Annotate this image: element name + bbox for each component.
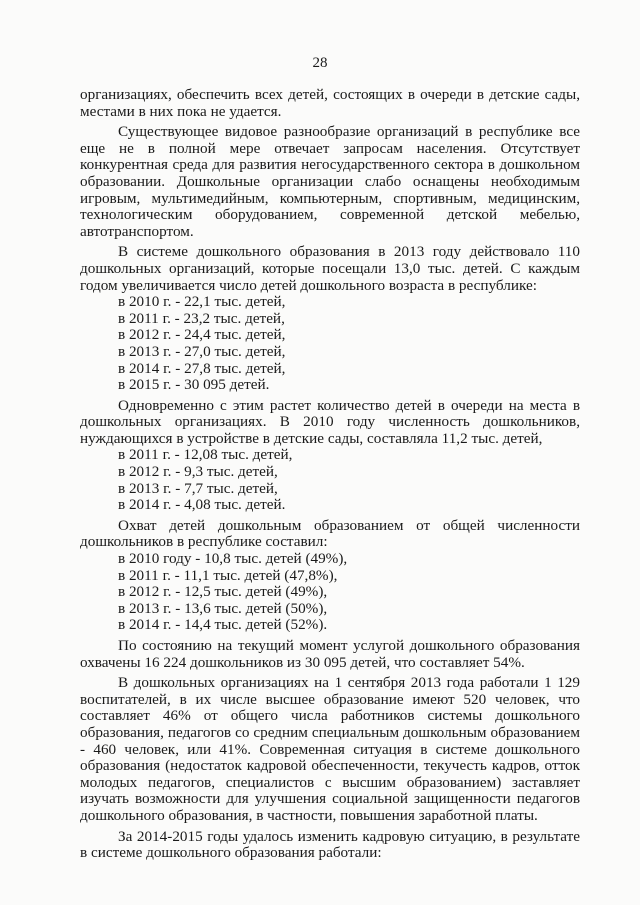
paragraph-2: Существующее видовое разнообразие организаций в республике все еще не в полной мере отвечает запросам населения. Отсутствует конкурентная среда для развития негосударственного сектора в дошкольном образовании. Дошкольные организации слабо оснащены необходимым игровым, мультимедийным, компьютерным, спортивным, медицинским, технологическим оборудованием, современной детской мебелью, автотранспортом. [80,123,580,240]
list-item: в 2015 г. - 30 095 детей. [118,376,270,394]
list-item: в 2013 г. - 7,7 тыс. детей, [118,479,278,497]
paragraph-1: организациях, обеспечить всех детей, состоящих в очереди в детские сады, местами в них пока не удается. [80,86,580,120]
paragraph-3: В системе дошкольного образования в 2013 году действовало 110 дошкольных организаций, которые посещали 13,0 тыс. детей. С каждым годом увеличивается число детей дошкольного возраста в республике: [80,243,580,294]
list-item: в 2010 г. - 22,1 тыс. детей, [118,293,286,311]
list-item: в 2014 г. - 4,08 тыс. детей. [118,496,286,514]
list-item: в 2011 г. - 12,08 тыс. детей, [118,446,293,464]
list-item: в 2012 г. - 9,3 тыс. детей, [118,463,278,481]
paragraph-6: По состоянию на текущий момент услугой дошкольного образования охвачены 16 224 дошкольников из 30 095 детей, что составляет 54%. [80,637,580,671]
paragraph-7: В дошкольных организациях на 1 сентября 2013 года работали 1 129 воспитателей, в их числе высшее образование имеют 520 человек, что составляет 46% от общего числа работников системы дошкольного образования, педагогов со средним специальным дошкольным образованием - 460 человек, или 41%. Современная ситуация в системе дошкольного образования (недостаток кадровой обеспеченности, текучесть кадров, отток молодых педагогов, специалистов с высшим образованием) заставляет изучать возможности для улучшения социальной защищенности педагогов дошкольного образования, в частности, повышения заработной платы. [80,674,580,824]
list-item: в 2013 г. - 27,0 тыс. детей, [118,342,286,360]
paragraph-5: Охват детей дошкольным образованием от общей численности дошкольников в республике составил: [80,516,580,551]
list-item: в 2014 г. - 27,8 тыс. детей, [118,359,286,377]
page-number: 28 [312,55,328,71]
list-item: в 2012 г. - 12,5 тыс. детей (49%), [118,583,328,601]
document-body [80,87,580,862]
paragraph-4: Одновременно с этим растет количество детей в очереди на места в дошкольных организациях. В 2010 году численность дошкольников, нуждающихся в устройстве в детские сады, составляла 11,2 тыс. детей, [80,396,580,447]
list-item: в 2011 г. - 23,2 тыс. детей, [118,309,285,327]
list-item: в 2012 г. - 24,4 тыс. детей, [118,326,286,344]
list-item: в 2010 году - 10,8 тыс. детей (49%), [118,550,348,568]
list-item: в 2011 г. - 11,1 тыс. детей (47,8%), [118,566,338,584]
list-item: в 2014 г. - 14,4 тыс. детей (52%). [118,616,328,634]
list-item: в 2013 г. - 13,6 тыс. детей (50%), [118,599,328,617]
paragraph-8: За 2014-2015 годы удалось изменить кадровую ситуацию, в результате в системе дошкольного образования работали: [80,827,580,862]
